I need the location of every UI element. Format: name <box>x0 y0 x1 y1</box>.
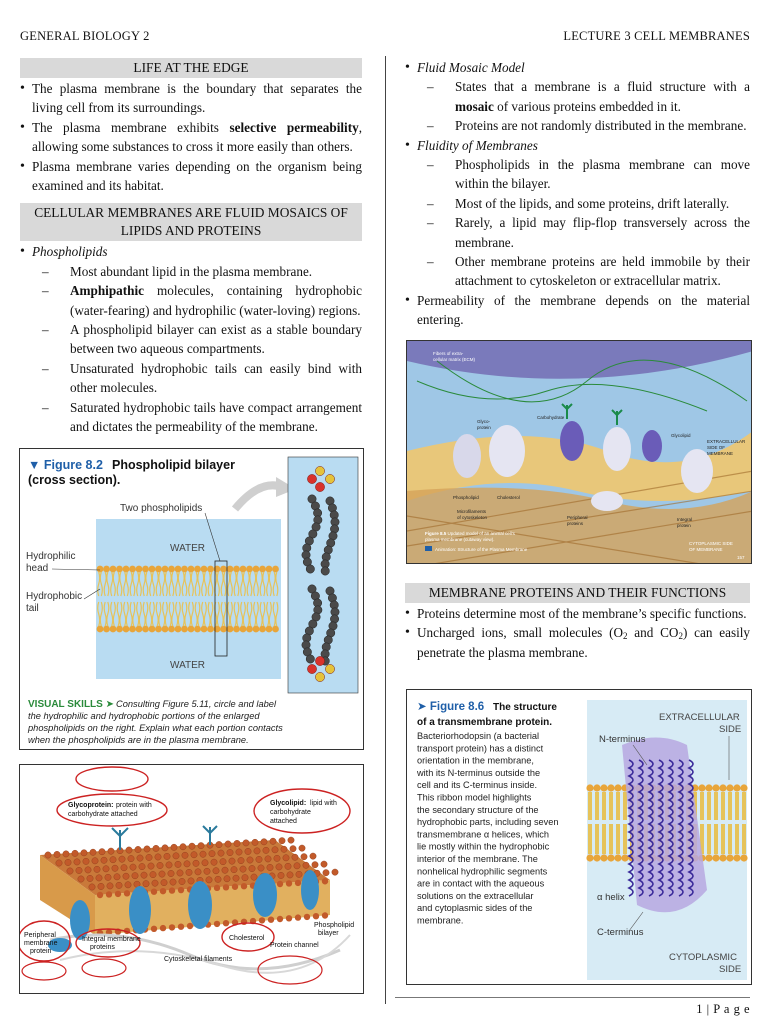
header-course: GENERAL BIOLOGY 2 <box>20 29 150 43</box>
cytoplasmic-label: CYTOPLASMIC <box>669 952 737 963</box>
point-text: Rarely, a lipid may flip-flop transversely across the membrane. <box>455 215 750 250</box>
description-line: membrane. <box>417 915 464 926</box>
glycolipid-label: Glycolipid <box>671 433 691 438</box>
label-text: protein <box>477 425 491 430</box>
phospholipid-points <box>42 262 362 437</box>
section-title-fluid-mosaics: CELLULAR MEMBRANES ARE FLUID MOSAICS OF LIPIDS AND PROTEINS <box>20 203 362 241</box>
carbohydrate-chain <box>112 828 128 850</box>
label-text: cellular matrix (ECM) <box>433 357 476 362</box>
integral-protein <box>70 900 90 940</box>
description-line: hydrophobic parts, including seven <box>417 817 559 828</box>
description-line: solutions on the extracellular <box>417 890 534 901</box>
point-text: Most of the lipids, and some proteins, drift laterally. <box>455 195 730 211</box>
list-item <box>427 116 750 135</box>
list-item <box>405 58 750 136</box>
list-item <box>20 157 362 196</box>
water-bottom-label: WATER <box>170 660 205 671</box>
point-text: Other membrane proteins are held immobile by their attachment to cytoskeleton or extracellular matrix. <box>455 254 750 289</box>
label-text: bilayer <box>318 930 339 937</box>
list-item <box>405 623 750 662</box>
list-item <box>427 252 750 291</box>
bold-term: mosaic <box>455 98 494 114</box>
list-item <box>427 77 750 116</box>
description-line: interior of the membrane. The <box>417 854 538 864</box>
point-text: Proteins are not randomly distributed in the membrane. <box>455 118 747 134</box>
point-text: Unsaturated hydrophobic tails can easily bind with other molecules. <box>70 360 362 396</box>
label-text: of cytoskeleton <box>457 515 488 520</box>
list-item <box>405 604 750 623</box>
extracellular-label: EXTRACELLULAR <box>659 712 740 723</box>
right-column <box>405 58 750 330</box>
point-text: A phospholipid bilayer can exist as a stable boundary between two aqueous compartments. <box>70 322 362 357</box>
glycoprotein-label: Glycoprotein: <box>68 802 114 809</box>
left-column <box>20 58 362 437</box>
phospholipid-label: Phospholipid <box>453 495 479 500</box>
n-terminus-label: N-terminus <box>599 734 646 745</box>
bullet-text: Permeability of the membrane depends on the material entering. <box>417 292 750 328</box>
hydrophobic-label: Hydrophobic <box>26 591 83 602</box>
list-item <box>42 359 362 398</box>
subheading: Fluidity of Membranes <box>417 137 538 153</box>
subheading: Phospholipids <box>32 244 108 260</box>
subheading: Fluid Mosaic Model <box>417 60 525 75</box>
list-item <box>20 242 362 436</box>
animation-link[interactable]: Animation: Structure of the Plasma Membrane <box>435 547 528 552</box>
label-text: proteins <box>90 944 115 951</box>
figure-caption: Figure 8.5 Updated model of an animal cell's <box>425 531 515 536</box>
head-label: head <box>26 563 49 574</box>
list-item <box>42 320 362 359</box>
point-text: Phospholipids in the plasma membrane can move within the bilayer. <box>455 157 750 192</box>
glycoprotein-label: Glyco- <box>477 419 491 424</box>
peripheral-proteins-label: Peripheral <box>567 515 588 520</box>
cytoplasmic-label: CYTOPLASMIC SIDE <box>689 541 733 546</box>
peripheral-label: Peripheral <box>24 932 56 939</box>
visual-skills-label: VISUAL SKILLS ➤ <box>28 699 114 710</box>
point-text: Saturated hydrophobic tails have compact arrangement and dictates the permeability of the membrane. <box>70 399 362 435</box>
label-text: lipid with <box>310 800 337 807</box>
integral-protein-label: Integral <box>677 517 693 522</box>
list-item <box>42 398 362 437</box>
alpha-helix-label: α helix <box>597 892 625 903</box>
fluidity-points <box>427 155 750 291</box>
glycolipid-label: Glycolipid: <box>270 800 307 807</box>
label-text: membrane <box>24 940 58 947</box>
tail-label: tail <box>26 603 39 614</box>
list-item <box>20 79 362 118</box>
visual-skills-text: the hydrophilic and hydrophobic portions of the enlarged <box>28 711 260 721</box>
label-text: SIDE OF <box>707 445 726 450</box>
label-text: attached <box>270 818 297 825</box>
subscript: 2 <box>623 631 628 642</box>
bullet-text: The plasma membrane exhibits <box>32 119 230 135</box>
protein-channel-label: Protein channel <box>270 942 319 949</box>
point-text: molecules, containing hydrophobic (water-fearing) and hydrophilic (water-loving) regions. <box>70 283 362 318</box>
two-phospholipids-label: Two phospholipids <box>120 503 203 514</box>
peripheral-protein <box>591 491 623 511</box>
cholesterol-label: Cholesterol <box>229 935 265 942</box>
bullet-text: Plasma membrane varies depending on the organism being examined and its habitat. <box>32 158 362 194</box>
caption-text: plasma membrane (cutaway view). <box>425 537 495 542</box>
membrane-proteins-section <box>405 583 750 662</box>
ecm-label: Fibers of extra- <box>433 351 464 356</box>
header-lecture: LECTURE 3 CELL MEMBRANES <box>563 29 750 43</box>
protein-bullets <box>405 604 750 662</box>
label-text: protein with <box>116 802 152 809</box>
cholesterol-label: Cholesterol <box>497 495 520 500</box>
figure-8-2-phospholipid-bilayer <box>19 448 364 750</box>
integral-protein <box>453 434 481 478</box>
label-text: proteins <box>567 521 584 526</box>
c-terminus-label: C-terminus <box>597 927 644 938</box>
enlarge-arrow <box>235 485 282 509</box>
figure-description <box>416 731 558 926</box>
subscript: 2 <box>678 631 683 642</box>
edge-bullets <box>20 79 362 195</box>
figure-title: Phospholipid bilayer <box>112 458 235 472</box>
description-line: and cytoplasmic sides of the <box>417 903 533 914</box>
footer-rule <box>395 997 750 998</box>
list-item <box>427 194 750 213</box>
bullet-text: Uncharged ions, small molecules (O <box>417 625 624 641</box>
bold-term: selective permeability <box>229 119 359 135</box>
label-text: OF MEMBRANE <box>689 547 723 552</box>
description-line: orientation in the membrane, <box>417 755 534 766</box>
point-text: of various proteins embedded in it. <box>493 98 681 114</box>
section-title-life-at-the-edge: LIFE AT THE EDGE <box>20 58 362 78</box>
page-number: 1 | P a g e <box>696 1002 750 1016</box>
book-page-number: 157 <box>737 555 745 560</box>
figure-title-cont: (cross section). <box>28 473 121 487</box>
section-title-membrane-proteins: MEMBRANE PROTEINS AND THEIR FUNCTIONS <box>405 583 750 603</box>
bold-term: Amphipathic <box>70 283 145 299</box>
label-text: SIDE <box>719 724 742 735</box>
figure-8-6-transmembrane-protein <box>406 689 752 985</box>
description-line: the secondary structure of the <box>417 804 539 815</box>
model-bullets <box>405 58 750 330</box>
label-text: carbohydrate <box>270 809 311 816</box>
extracellular-label: EXTRACELLULAR <box>707 439 746 444</box>
visual-skills-text: phospholipids on the right. Explain what each portion contacts <box>28 723 283 733</box>
figure-title: The structure <box>493 702 557 713</box>
list-item <box>427 213 750 252</box>
description-line: lie mostly within the hydrophobic <box>417 841 550 852</box>
label-text: MEMBRANE <box>707 451 734 456</box>
bullet-text: , allowing some substances to cross it more easily than others. <box>32 119 362 155</box>
label-text: carbohydrate attached <box>68 811 138 818</box>
point-text: Most abundant lipid in the plasma membrane. <box>70 263 313 279</box>
bullet-text: and CO <box>627 625 679 641</box>
description-line: transport protein) has a distinct <box>417 743 544 754</box>
list-item <box>405 136 750 291</box>
figure-number: ➤ Figure 8.6 <box>417 701 485 713</box>
bullet-text: The plasma membrane is the boundary that separates the living cell from its surroundings. <box>32 81 362 116</box>
list-item <box>42 281 362 320</box>
label-text: protein <box>677 523 691 528</box>
integral-label: Integral membrane <box>82 936 141 943</box>
label-text: SIDE <box>719 964 742 975</box>
phospholipid-bilayer-label: Phospholipid <box>314 922 355 929</box>
bullet-text: ) can easily penetrate the plasma membrane. <box>417 625 751 660</box>
list-item <box>42 262 362 281</box>
bullet-text: Proteins determine most of the membrane’s specific functions. <box>417 606 747 621</box>
visual-skills-text: Consulting Figure 5.11, circle and label <box>116 699 277 709</box>
label-text: protein <box>30 948 52 955</box>
list-item <box>20 118 362 157</box>
microfilaments-label: Microfilaments <box>457 509 487 514</box>
list-item <box>405 291 750 330</box>
figure-title-cont: of a transmembrane protein. <box>417 717 553 728</box>
fluid-model-points <box>427 77 750 135</box>
description-line: Bacteriorhodopsin (a bacterial <box>417 731 540 741</box>
list-item <box>427 155 750 194</box>
cytoskeletal-label: Cytoskeletal filaments <box>164 956 233 963</box>
mosaic-bullets <box>20 242 362 436</box>
figure-number: ▼ Figure 8.2 <box>28 458 103 472</box>
water-top-label: WATER <box>170 543 205 554</box>
description-line: with its N-terminus outside the <box>417 767 541 778</box>
point-text: States that a membrane is a fluid structure with a <box>455 79 750 95</box>
column-divider <box>385 56 386 1004</box>
visual-skills-text: when the phospholipids are in the plasma membrane. <box>28 735 249 745</box>
description-line: transmembrane α helices, which <box>417 829 549 840</box>
description-line: cell and its C-terminus inside. <box>417 780 537 791</box>
description-line: This ribbon model highlights <box>417 792 532 803</box>
description-line: are in contact with the aqueous <box>417 878 545 889</box>
figure-membrane-components <box>19 764 364 994</box>
hydrophilic-label: Hydrophilic <box>26 551 76 562</box>
description-line: nonhelical hydrophilic segments <box>417 866 548 877</box>
figure-8-5-membrane-model <box>406 340 752 564</box>
carbohydrate-label: Carbohydrate <box>537 415 565 420</box>
